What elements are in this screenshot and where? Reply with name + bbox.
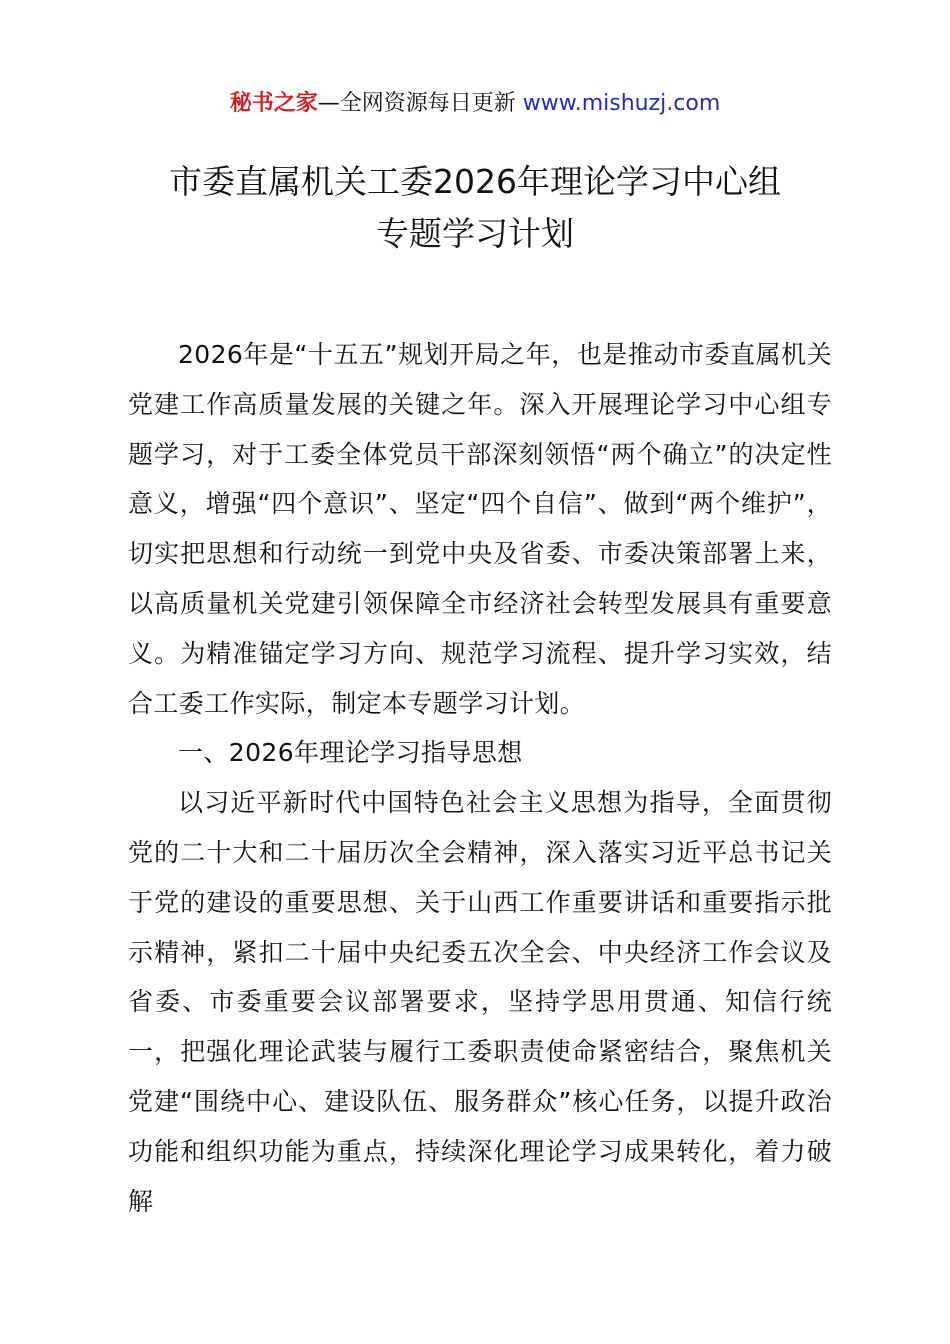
title-line-1: 市委直属机关工委2026年理论学习中心组	[169, 162, 781, 201]
guiding-ideology-paragraph: 以习近平新时代中国特色社会主义思想为指导，全面贯彻党的二十大和二十届历次全会精神，深入落实习近平总书记关于党的建设的重要思想、关于山西工作重要讲话和重要指示批示精神，紧扣二十届中央纪委五次全会、中央经济工作会议及省委、市委重要会议部署要求，坚持学思用贯通、知信行统一，把强化理论武装与履行工委职责使命紧密结合，聚焦机关党建“围绕中心、建设队伍、服务群众”核心任务，以提升政治功能和组织功能为重点，持续深化理论学习成果转化，着力破解	[128, 788, 832, 1216]
brand-name: 秘书之家	[229, 91, 318, 116]
document-title	[0, 156, 950, 260]
site-header	[0, 88, 950, 120]
section-heading-1: 一、2026年理论学习指导思想	[178, 738, 523, 768]
title-line-2: 专题学习计划	[376, 214, 574, 253]
document-body	[128, 330, 832, 1226]
site-url-link[interactable]: www.mishuzj.com	[522, 91, 721, 116]
header-tagline: —全网资源每日更新	[317, 91, 516, 116]
intro-paragraph: 2026年是“十五五”规划开局之年，也是推动市委直属机关党建工作高质量发展的关键之年。深入开展理论学习中心组专题学习，对于工委全体党员干部深刻领悟“两个确立”的决定性意义，增强“四个意识”、坚定“四个自信”、做到“两个维护”，切实把思想和行动统一到党中央及省委、市委决策部署上来，以高质量机关党建引领保障全市经济社会转型发展具有重要意义。为精准锚定学习方向、规范学习流程、提升学习实效，结合工委工作实际，制定本专题学习计划。	[128, 340, 832, 718]
